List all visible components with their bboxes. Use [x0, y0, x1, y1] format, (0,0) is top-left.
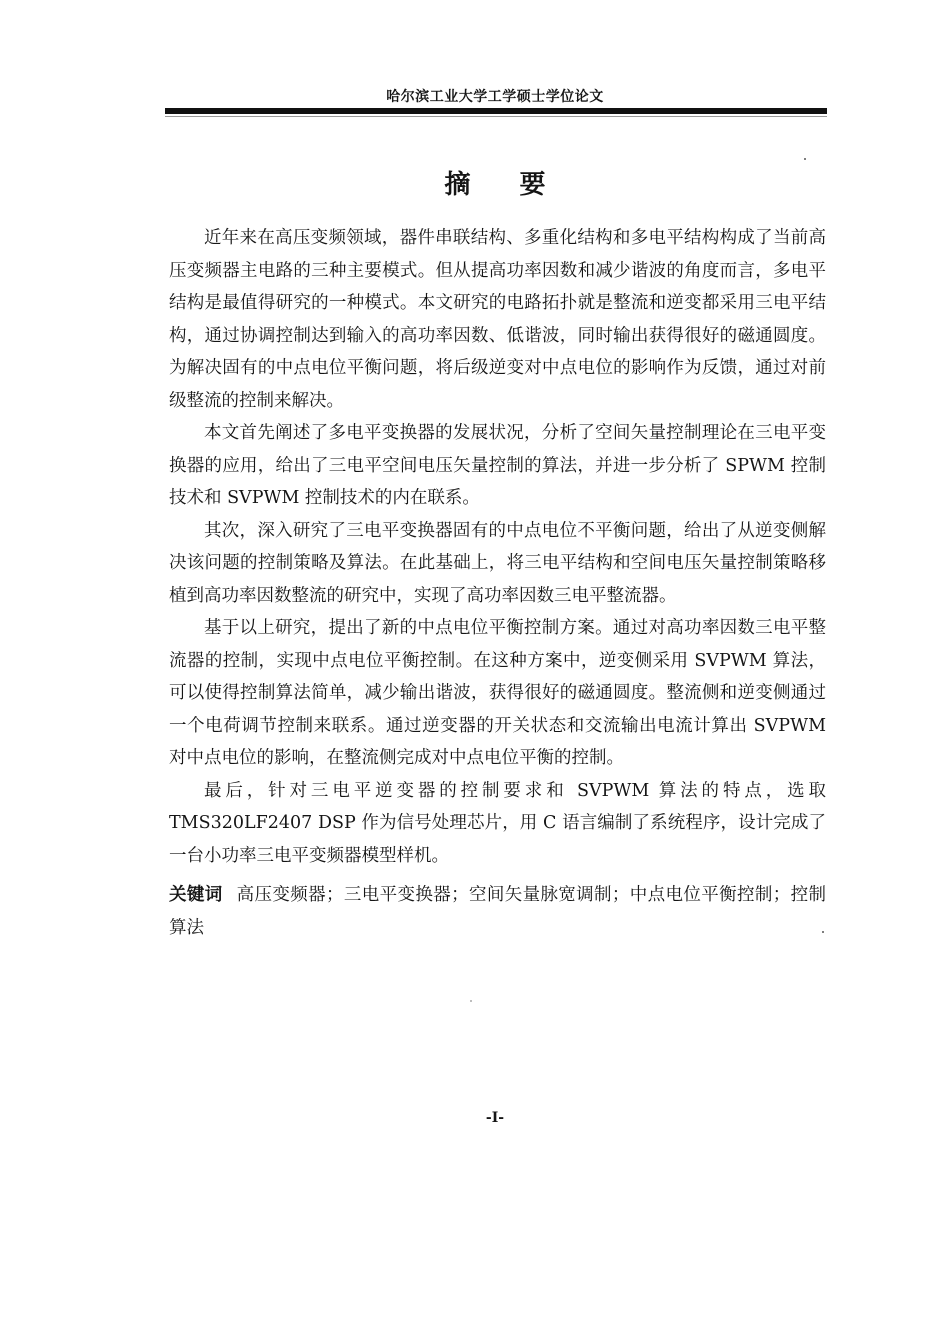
header-rule-thin [165, 116, 827, 117]
keywords-label: 关键词 [169, 885, 223, 905]
scan-speck [470, 1000, 472, 1002]
running-header: 哈尔滨工业大学工学硕士学位论文 [386, 89, 604, 105]
abstract-body [169, 222, 826, 872]
scan-speck [804, 158, 806, 160]
abstract-title: 摘 要 [444, 170, 566, 200]
keywords-block [169, 879, 826, 944]
abstract-paragraph-4: 基于以上研究，提出了新的中点电位平衡控制方案。通过对高功率因数三电平整流器的控制，实现中点电位平衡控制。在这种方案中，逆变侧采用 SVPWM 算法，可以使得控制算法简单，减少输出谐波，获得很好的磁通圆度。整流侧和逆变侧通过一个电荷调节控制来联系。通过逆变器的开关状态和交流输出电流计算出 SVPWM 对中点电位的影响，在整流侧完成对中点电位平衡的控制。 [169, 618, 826, 768]
header-rule [165, 108, 827, 114]
scan-speck [822, 931, 824, 933]
abstract-paragraph-1: 近年来在高压变频领域，器件串联结构、多重化结构和多电平结构构成了当前高压变频器主电路的三种主要模式。但从提高功率因数和减少谐波的角度而言，多电平结构是最值得研究的一种模式。本文研究的电路拓扑就是整流和逆变都采用三电平结构，通过协调控制达到输入的高功率因数、低谐波，同时输出获得很好的磁通圆度。为解决固有的中点电位平衡问题，将后级逆变对中点电位的影响作为反馈，通过对前级整流的控制来解决。 [169, 228, 826, 411]
keywords-text: 高压变频器；三电平变换器；空间矢量脉宽调制；中点电位平衡控制；控制算法 [169, 885, 827, 938]
abstract-paragraph-2: 本文首先阐述了多电平变换器的发展状况，分析了空间矢量控制理论在三电平变换器的应用，给出了三电平空间电压矢量控制的算法，并进一步分析了 SPWM 控制技术和 SVPWM 控制技术的内在联系。 [169, 423, 826, 508]
abstract-paragraph-5: 最后，针对三电平逆变器的控制要求和 SVPWM 算法的特点，选取 TMS320LF2407 DSP 作为信号处理芯片，用 C 语言编制了系统程序，设计完成了一台小功率三电平变频器模型样机。 [169, 780, 826, 866]
page-number: -I- [485, 1110, 505, 1126]
abstract-paragraph-3: 其次，深入研究了三电平变换器固有的中点电位不平衡问题，给出了从逆变侧解决该问题的控制策略及算法。在此基础上，将三电平结构和空间电压矢量控制策略移植到高功率因数整流的研究中，实现了高功率因数三电平整流器。 [169, 520, 826, 606]
